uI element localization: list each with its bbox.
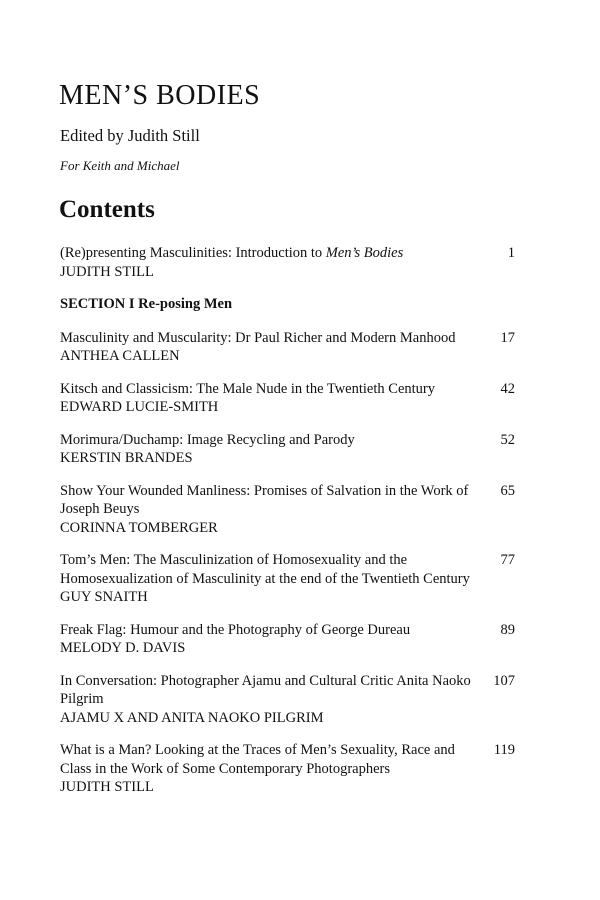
- toc-entry[interactable]: [60, 621, 515, 658]
- toc-entry-text: [60, 551, 475, 607]
- toc-entry-author: JUDITH STILL: [60, 779, 154, 795]
- toc-entry-page: 65: [500, 482, 515, 499]
- toc-entry-author: JUDITH STILL: [60, 263, 154, 280]
- toc-entry-text: [60, 741, 475, 797]
- editor-line: Edited by Judith Still: [60, 126, 200, 145]
- toc-entry-text: [60, 621, 475, 658]
- toc-entry-introduction[interactable]: [60, 244, 515, 281]
- toc-entry-page: 89: [500, 621, 515, 638]
- toc-entry-text: [60, 329, 475, 366]
- toc-entry-title: Freak Flag: Humour and the Photography of George Dureau: [60, 621, 411, 638]
- toc-entry-page: 1: [507, 245, 515, 261]
- table-of-contents: [60, 244, 515, 811]
- toc-entry[interactable]: [60, 672, 515, 728]
- toc-entry[interactable]: [60, 329, 515, 366]
- dedication: For Keith and Michael: [60, 158, 180, 173]
- toc-entry-title: [60, 244, 475, 263]
- toc-entry-text: [60, 380, 475, 417]
- toc-entry-title-italic: Men’s Bodies: [325, 245, 404, 261]
- toc-entry-author: EDWARD LUCIE-SMITH: [60, 399, 219, 415]
- toc-entry-text: [60, 244, 475, 281]
- toc-entry[interactable]: [60, 431, 515, 468]
- toc-entry-title: In Conversation: Photographer Ajamu and Cultural Critic Anita Naoko Pilgrim: [60, 672, 471, 707]
- toc-entry-title-roman: (Re)presenting Masculinities: Introduction to: [60, 245, 326, 261]
- toc-entry-author: MELODY D. DAVIS: [60, 640, 186, 656]
- toc-entry-author: AJAMU X AND ANITA NAOKO PILGRIM: [60, 709, 324, 726]
- toc-entry-author: CORINNA TOMBERGER: [60, 519, 218, 536]
- toc-entry-title: Masculinity and Muscularity: Dr Paul Richer and Modern Manhood: [60, 329, 456, 346]
- toc-entry-page: 17: [500, 329, 515, 346]
- toc-entry-author: ANTHEA CALLEN: [60, 348, 180, 364]
- toc-entry-text: [60, 431, 475, 468]
- section-heading: [60, 295, 515, 314]
- toc-entry-page: 119: [493, 742, 515, 758]
- section-label: SECTION I: [60, 296, 135, 312]
- toc-entry-list: [60, 329, 515, 797]
- toc-entry-page: 42: [500, 380, 515, 397]
- toc-entry-title: Morimura/Duchamp: Image Recycling and Parody: [60, 431, 355, 448]
- book-title: MEN’S BODIES: [59, 80, 261, 111]
- contents-heading: Contents: [59, 196, 155, 223]
- section-title: Re-posing Men: [138, 296, 233, 312]
- toc-entry-page: 77: [500, 552, 515, 568]
- toc-entry-text: [60, 672, 475, 728]
- toc-entry-title: What is a Man? Looking at the Traces of Men’s Sexuality, Race and Class in the Work of Some Contemporary Photographers: [60, 742, 455, 777]
- toc-entry-text: [60, 482, 475, 538]
- toc-entry-page: 52: [500, 431, 515, 448]
- toc-entry-title: Show Your Wounded Manliness: Promises of Salvation in the Work of Joseph Beuys: [60, 482, 469, 517]
- toc-entry-author: KERSTIN BRANDES: [60, 450, 193, 466]
- toc-entry[interactable]: [60, 741, 515, 797]
- toc-entry-page: 107: [493, 672, 515, 689]
- toc-entry[interactable]: [60, 380, 515, 417]
- toc-entry[interactable]: [60, 551, 515, 607]
- toc-entry-title: Kitsch and Classicism: The Male Nude in the Twentieth Century: [60, 380, 435, 397]
- toc-entry[interactable]: [60, 482, 515, 538]
- toc-entry-title: Tom’s Men: The Masculinization of Homosexuality and the Homosexualization of Masculinity at the end of the Twentieth Century: [60, 552, 470, 587]
- toc-entry-author: GUY SNAITH: [60, 589, 148, 605]
